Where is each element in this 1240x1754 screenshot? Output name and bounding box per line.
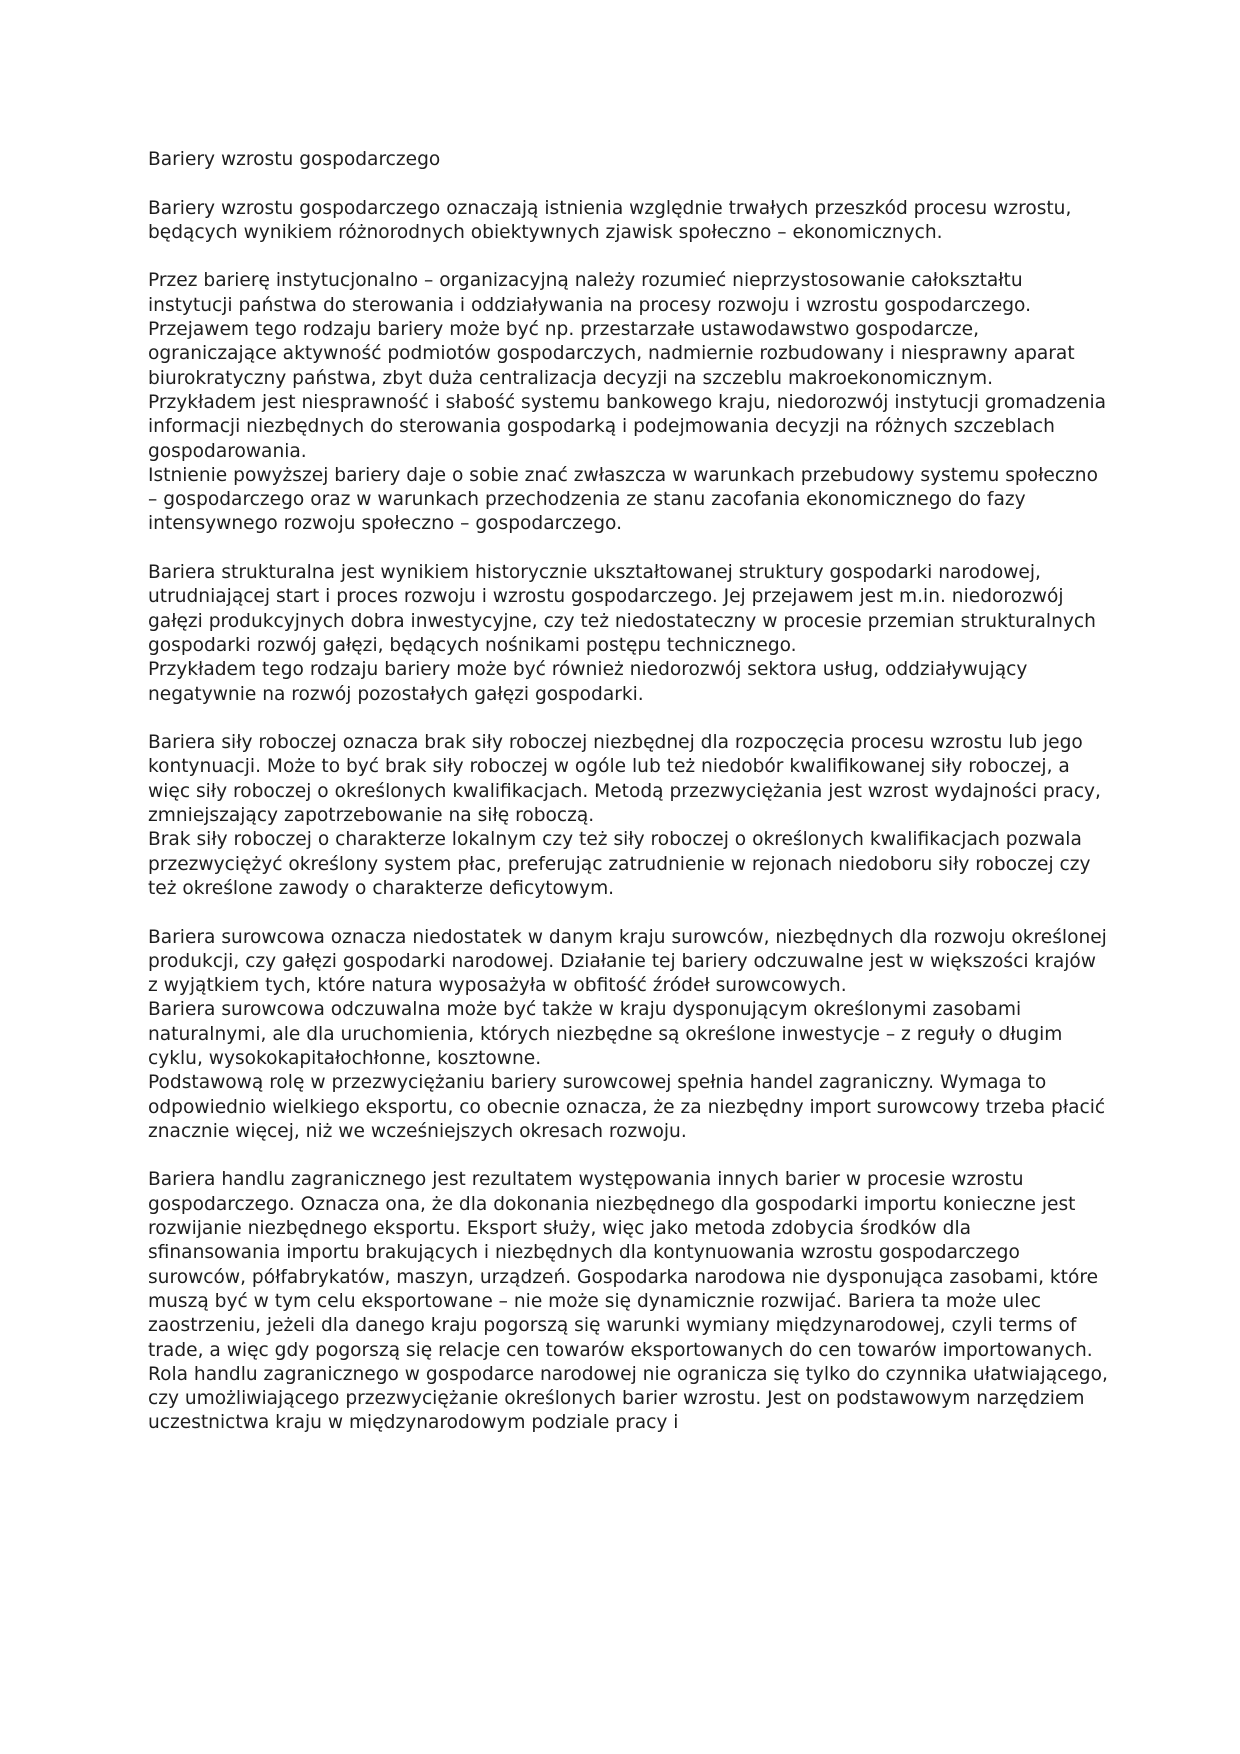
paragraph-line: Bariera siły roboczej oznacza brak siły roboczej niezbędnej dla rozpoczęcia procesu wzrostu lub jego kontynuacji. Może to być brak siły roboczej w ogóle lub też niedobór kwalifikowanej siły roboczej, a więc siły roboczej o określonych kwalifikacjach. Metodą przezwyciężania jest wzrost wydajności pracy, zmniejszający zapotrzebowanie na siłę roboczą. — [148, 732, 1101, 827]
paragraph-line: Bariera handlu zagranicznego jest rezultatem występowania innych barier w procesie wzrostu gospodarczego. Oznacza ona, że dla dokonania niezbędnego dla gospodarki importu konieczne jest rozwijanie niezbędnego eksportu. Eksport służy, więc jako metoda zdobycia środków dla sfinansowania importu brakujących i niezbędnych dla kontynuowania wzrostu gospodarczego surowców, półfabrykatów, maszyn, urządzeń. Gospodarka narodowa nie dysponująca zasobami, które muszą być w tym celu eksportowane – nie może się dynamicznie rozwijać. Bariera ta może ulec zaostrzeniu, jeżeli dla danego kraju pogorszą się warunki wymiany międzynarodowej, czyli terms of trade, a więc gdy pogorszą się relacje cen towarów eksportowanych do cen towarów importowanych. — [148, 1169, 1099, 1361]
paragraph-raw-material-barrier — [148, 926, 1108, 1145]
paragraph-line: Istnienie powyższej bariery daje o sobie znać zwłaszcza w warunkach przebudowy systemu społeczno – gospodarczego oraz w warunkach przechodzenia ze stanu zacofania ekonomicznego do fazy intensywnego rozwoju społeczno – gospodarczego. — [148, 464, 1098, 535]
paragraph-line: Przykładem tego rodzaju bariery może być również niedorozwój sektora usług, oddziaływujący negatywnie na rozwój pozostałych gałęzi gospodarki. — [148, 659, 1028, 705]
paragraph-line: Brak siły roboczej o charakterze lokalnym czy też siły roboczej o określonych kwalifikacjach pozwala przezwyciężyć określony system płac, preferując zatrudnienie w rejonach niedoboru siły roboczej czy też określone zawody o charakterze deficytowym. — [148, 829, 1091, 899]
paragraph-institutional-barrier — [148, 269, 1108, 536]
paragraph-line: Przykładem jest niesprawność i słabość systemu bankowego kraju, niedorozwój instytucji gromadzenia informacji niezbędnych do sterowania gospodarką i podejmowania decyzji na różnych szczeblach gospodarowania. — [148, 391, 1107, 462]
document-body — [148, 148, 1108, 1460]
paragraph-line: Podstawową rolę w przezwyciężaniu bariery surowcowej spełnia handel zagraniczny. Wymaga to odpowiednio wielkiego eksportu, co obecnie oznacza, że za niezbędny import surowcowy trzeba płacić znacznie więcej, niż we wcześniejszych okresach rozwoju. — [148, 1072, 1106, 1142]
paragraph-foreign-trade-barrier — [148, 1168, 1108, 1435]
paragraph-line: Bariery wzrostu gospodarczego oznaczają istnienia względnie trwałych przeszkód procesu wzrostu, będących wynikiem różnorodnych obiektywnych zjawisk społeczno – ekonomicznych. — [148, 197, 1072, 243]
paragraph-intro — [148, 197, 1108, 246]
paragraph-labour-barrier — [148, 731, 1108, 901]
paragraph-line: Rola handlu zagranicznego w gospodarce narodowej nie ogranicza się tylko do czynnika ułatwiającego, czy umożliwiającego przezwyciężanie określonych barier wzrostu. Jest on podstawowym narzędziem uczestnictwa kraju w międzynarodowym podziale pracy i — [148, 1363, 1108, 1434]
paragraph-line: Przez barierę instytucjonalno – organizacyjną należy rozumieć nieprzystosowanie całokształtu instytucji państwa do sterowania i oddziaływania na procesy rozwoju i wzrostu gospodarczego. Przejawem tego rodzaju bariery może być np. przestarzałe ustawodawstwo gospodarcze, ograniczające aktywność podmiotów gospodarczych, nadmiernie rozbudowany i niesprawny aparat biurokratyczny państwa, zbyt duża centralizacja decyzji na szczeblu makroekonomicznym. — [148, 270, 1075, 389]
paragraph-line: Bariera strukturalna jest wynikiem historycznie ukształtowanej struktury gospodarki narodowej, utrudniającej start i proces rozwoju i wzrostu gospodarczego. Jej przejawem jest m.in. niedorozwój gałęzi produkcyjnych dobra inwestycyjne, czy też niedostateczny w procesie przemian strukturalnych gospodarki rozwój gałęzi, będących nośnikami postępu technicznego. — [148, 562, 1096, 656]
paragraph-line: Bariera surowcowa oznacza niedostatek w danym kraju surowców, niezbędnych dla rozwoju określonej produkcji, czy gałęzi gospodarki narodowej. Działanie tej bariery odczuwalne jest w większości krajów z wyjątkiem tych, które natura wyposażyła w obfitość źródeł surowcowych. — [148, 926, 1107, 997]
document-title: Bariery wzrostu gospodarczego — [148, 149, 441, 170]
paragraph-line: Bariera surowcowa odczuwalna może być także w kraju dysponującym określonymi zasobami naturalnymi, ale dla uruchomienia, których niezbędne są określone inwestycje – z reguły o długim cyklu, wysokokapitałochłonne, kosztowne. — [148, 999, 1063, 1069]
paragraph-structural-barrier — [148, 561, 1108, 707]
